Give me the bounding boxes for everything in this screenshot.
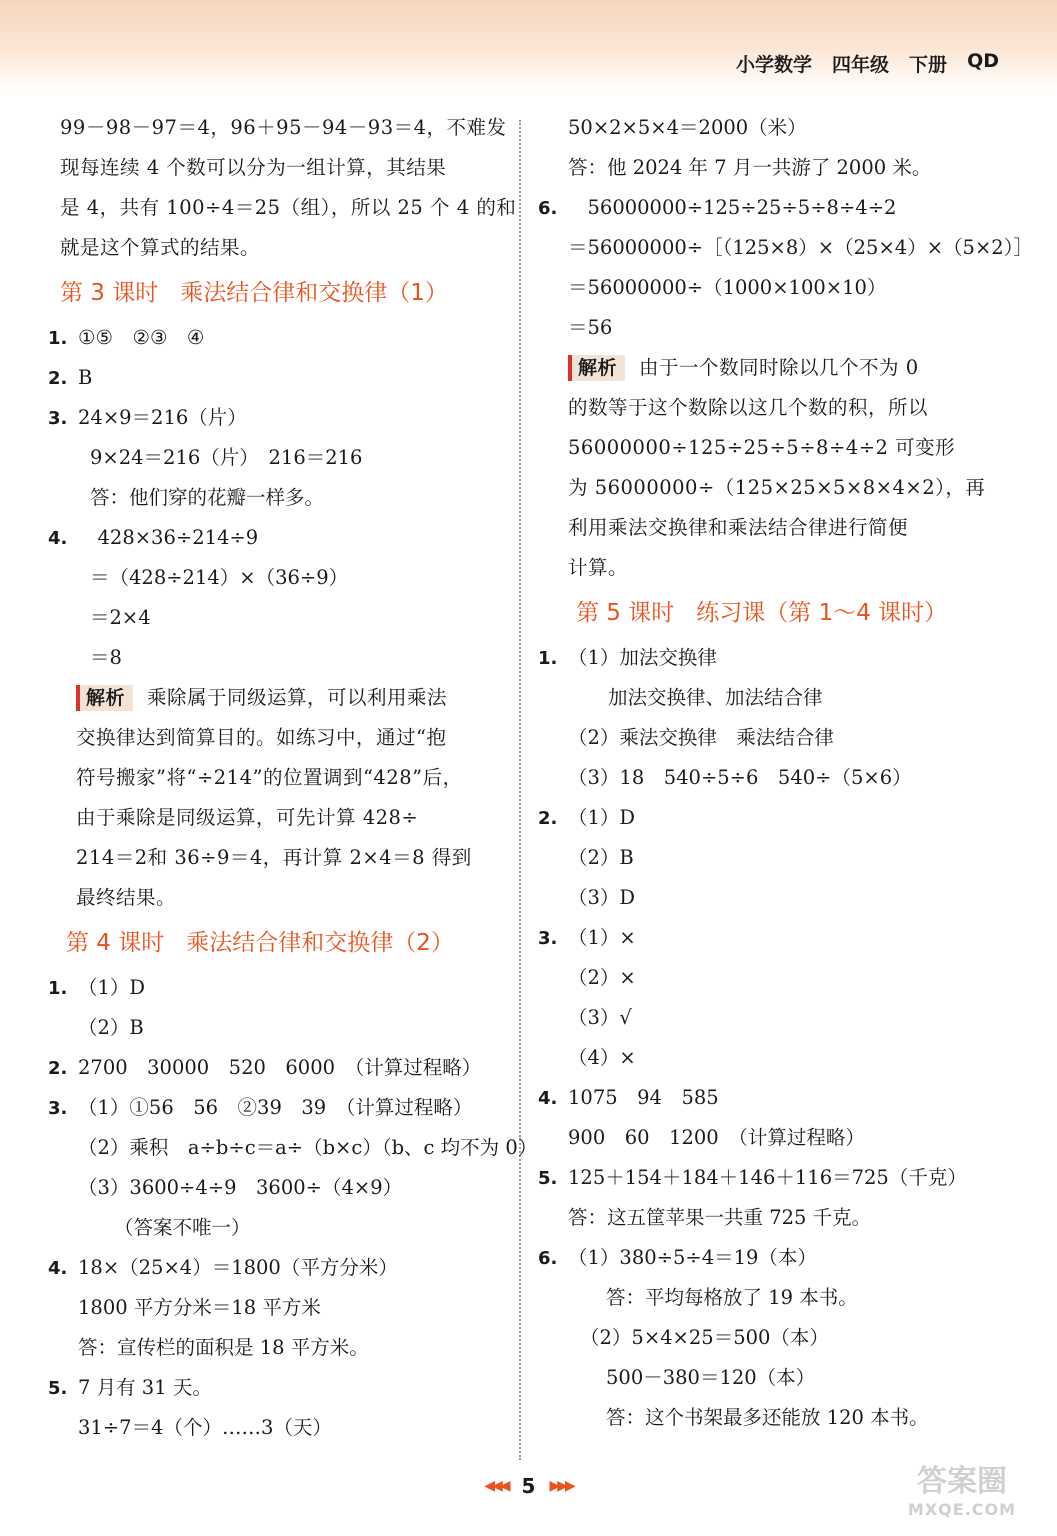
answer-line: 加法交换律、加法结合律 bbox=[608, 686, 823, 709]
analysis-label: 解析 bbox=[76, 685, 133, 711]
answer-line: ＝2×4 bbox=[90, 606, 151, 629]
analysis-line: 计算。 bbox=[568, 556, 629, 579]
answer-item: 3. （1）①56 56 ②39 39 （计算过程略） bbox=[48, 1096, 473, 1119]
watermark-text: 答案圈 bbox=[917, 1464, 1007, 1499]
answer-item: 5. 125＋154＋184＋146＋116＝725（千克） bbox=[538, 1166, 967, 1189]
answer-line: （3）D bbox=[568, 886, 636, 909]
analysis-line: 解析 乘除属于同级运算，可以利用乘法 bbox=[48, 678, 510, 718]
answer-line: （3）√ bbox=[568, 1006, 632, 1029]
answer-line: 答：这个书架最多还能放 120 本书。 bbox=[606, 1406, 929, 1429]
intro-line: 现每连续 4 个数可以分为一组计算，其结果 bbox=[60, 156, 447, 179]
analysis-line: 解析 由于一个数同时除以几个不为 0 bbox=[538, 348, 1008, 388]
answer-item: 6. 56000000÷125÷25÷5÷8÷4÷2 bbox=[538, 196, 897, 219]
answer-line: 900 60 1200 （计算过程略） bbox=[568, 1126, 865, 1149]
answer-item: 3. 24×9＝216（片） bbox=[48, 406, 247, 429]
lesson-number: 第 3 课时 bbox=[60, 280, 159, 306]
intro-line: 就是这个算式的结果。 bbox=[60, 236, 261, 259]
answer-item: 2. 2700 30000 520 6000 （计算过程略） bbox=[48, 1056, 482, 1079]
answer-line: 答：宣传栏的面积是 18 平方米。 bbox=[78, 1336, 369, 1359]
left-column bbox=[48, 108, 538, 1448]
analysis-line: 由于乘除是同级运算，可先计算 428÷ bbox=[76, 806, 419, 829]
lesson-number: 第 5 课时 bbox=[576, 600, 675, 626]
column-divider bbox=[519, 120, 521, 1460]
answer-line: （3）3600÷4÷9 3600÷（4×9） bbox=[78, 1176, 403, 1199]
prev-arrows-icon: ◀◀◀ bbox=[484, 1478, 508, 1494]
answer-line: 答：平均每格放了 19 本书。 bbox=[606, 1286, 858, 1309]
next-arrows-icon: ▶▶▶ bbox=[549, 1478, 573, 1494]
answer-line: 50×2×5×4＝2000（米） bbox=[568, 116, 807, 139]
answer-item: 4. 1075 94 585 bbox=[538, 1086, 719, 1109]
header-volume: 下册 bbox=[909, 54, 948, 76]
answer-item: 3. （1）× bbox=[538, 926, 636, 949]
answer-line: （3）18 540÷5÷6 540÷（5×6） bbox=[568, 766, 912, 789]
header-edition: QD bbox=[967, 50, 999, 72]
answer-item: 1. （1）D bbox=[48, 976, 146, 999]
answer-line: （2）B bbox=[78, 1016, 144, 1039]
section-title-lesson-3 bbox=[48, 268, 510, 318]
answer-item: 5. 7 月有 31 天。 bbox=[48, 1376, 212, 1399]
watermark-logo bbox=[887, 1464, 1037, 1528]
analysis-line: 利用乘法交换律和乘法结合律进行简便 bbox=[568, 516, 909, 539]
answer-line: 31÷7＝4（个）……3（天） bbox=[78, 1416, 332, 1439]
answer-line: 答：这五筐苹果一共重 725 千克。 bbox=[568, 1206, 872, 1229]
intro-line: 是 4，共有 100÷4＝25（组），所以 25 个 4 的和 bbox=[60, 196, 517, 219]
answer-line: （2）B bbox=[568, 846, 634, 869]
answer-line: （2）5×4×25＝500（本） bbox=[580, 1326, 829, 1349]
analysis-line: 符号搬家”将“÷214”的位置调到“428”后， bbox=[76, 766, 463, 789]
analysis-line: 最终结果。 bbox=[76, 886, 177, 909]
answer-line: ＝8 bbox=[90, 646, 122, 669]
section-title-lesson-5 bbox=[538, 588, 1008, 638]
watermark-url: MXQE.COM bbox=[907, 1500, 1017, 1519]
answer-line: （2）乘积 a÷b÷c＝a÷（b×c）（b、c 均不为 0） bbox=[78, 1136, 538, 1159]
answer-line: ＝56 bbox=[568, 316, 613, 339]
answer-line: ＝56000000÷［（125×8）×（25×4）×（5×2）］ bbox=[568, 236, 1033, 259]
answer-item: 6. （1）380÷5÷4＝19（本） bbox=[538, 1246, 817, 1269]
lesson-name: 练习课（第 1～4 课时） bbox=[696, 600, 948, 626]
answer-line: 1800 平方分米＝18 平方米 bbox=[78, 1296, 321, 1319]
answer-item: 4. 18×（25×4）＝1800（平方分米） bbox=[48, 1256, 398, 1279]
answer-line: 9×24＝216（片） 216＝216 bbox=[90, 446, 363, 469]
analysis-label: 解析 bbox=[568, 355, 625, 381]
analysis-line: 214＝2和 36÷9＝4，再计算 2×4＝8 得到 bbox=[76, 846, 472, 869]
lesson-name: 乘法结合律和交换律（1） bbox=[180, 280, 448, 306]
analysis-line: 56000000÷125÷25÷5÷8÷4÷2 可变形 bbox=[568, 436, 956, 459]
answer-item: 1. （1）加法交换律 bbox=[538, 646, 717, 669]
analysis-line: 交换律达到简算目的。如练习中，通过“抱 bbox=[76, 726, 447, 749]
header-grade: 四年级 bbox=[832, 54, 890, 76]
answer-line: 500－380＝120（本） bbox=[606, 1366, 816, 1389]
lesson-name: 乘法结合律和交换律（2） bbox=[186, 930, 454, 956]
answer-line: （答案不唯一） bbox=[114, 1216, 251, 1239]
answer-line: ＝56000000÷（1000×100×10） bbox=[568, 276, 887, 299]
analysis-line: 为 56000000÷（125×25×5×8×4×2），再 bbox=[568, 476, 986, 499]
answer-line: （2）乘法交换律 乘法结合律 bbox=[568, 726, 834, 749]
lesson-number: 第 4 课时 bbox=[66, 930, 165, 956]
page-header bbox=[736, 50, 999, 77]
answer-item: 2. B bbox=[48, 366, 93, 389]
analysis-line: 的数等于这个数除以这几个数的积，所以 bbox=[568, 396, 929, 419]
answer-item: 1. ①⑤ ②③ ④ bbox=[48, 326, 205, 349]
page-number: 5 bbox=[521, 1474, 536, 1498]
right-column bbox=[538, 108, 1033, 1438]
header-subject: 小学数学 bbox=[736, 54, 813, 76]
answer-item: 2. （1）D bbox=[538, 806, 636, 829]
header-band bbox=[0, 0, 1057, 92]
answer-line: 答：他 2024 年 7 月一共游了 2000 米。 bbox=[568, 156, 932, 179]
answer-line: ＝（428÷214）×（36÷9） bbox=[90, 566, 349, 589]
answer-item: 4. 428×36÷214÷9 bbox=[48, 526, 259, 549]
answer-line: 答：他们穿的花瓣一样多。 bbox=[90, 486, 325, 509]
answer-line: （4）× bbox=[568, 1046, 636, 1069]
answer-line: （2）× bbox=[568, 966, 636, 989]
section-title-lesson-4 bbox=[48, 918, 510, 968]
intro-line: 99－98－97＝4，96＋95－94－93＝4，不难发 bbox=[60, 116, 507, 139]
